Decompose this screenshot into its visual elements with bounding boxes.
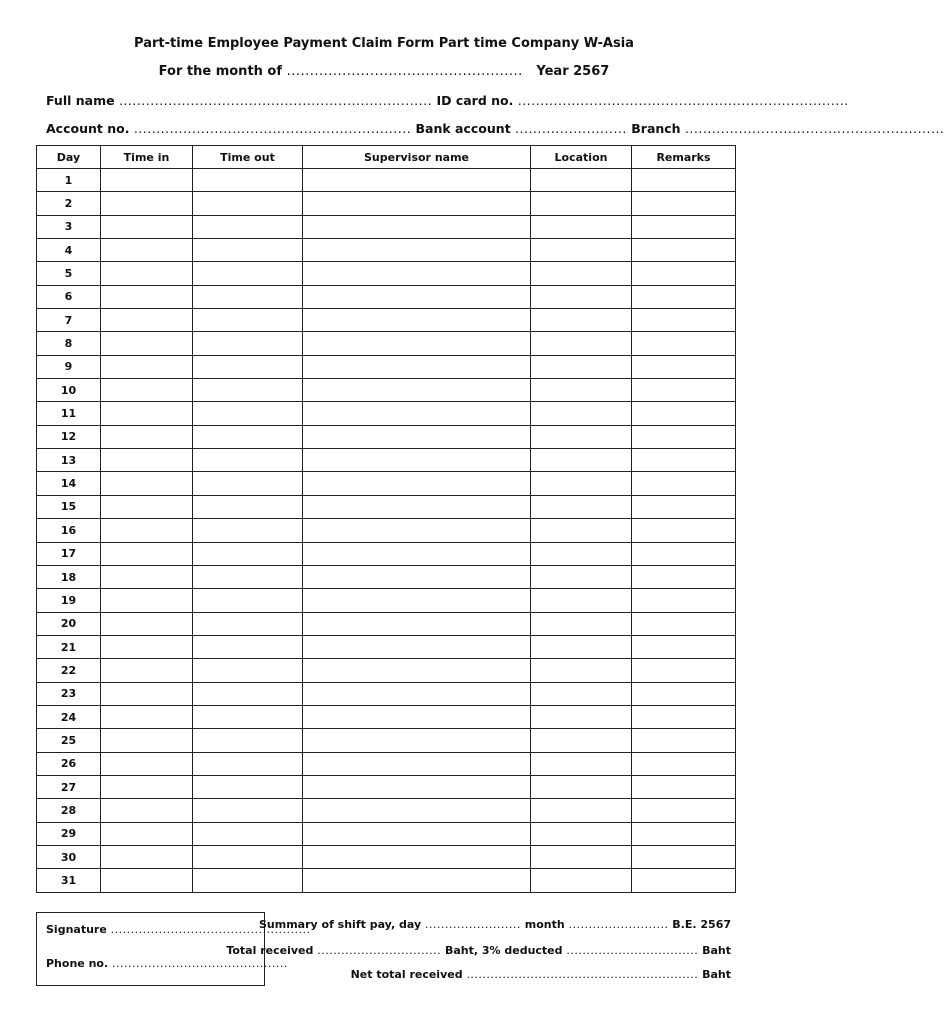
time-in-cell[interactable] [101,169,193,192]
time-out-cell[interactable] [193,402,303,425]
supervisor-cell[interactable] [303,169,531,192]
day-number-cell: 5 [37,262,101,285]
supervisor-cell[interactable] [303,215,531,238]
summary-line-date [259,918,731,931]
location-cell[interactable] [531,799,632,822]
summary-year-label: B.E. 2567 [672,918,731,931]
table-row [37,542,736,565]
branch-label: Branch [631,121,681,136]
location-cell[interactable] [531,379,632,402]
time-out-cell[interactable] [193,612,303,635]
total-received-label: Total received [226,944,314,957]
summary-line-net [351,968,731,981]
time-out-cell[interactable] [193,542,303,565]
time-out-cell[interactable] [193,285,303,308]
summary-month-blank[interactable]: ......................... [568,918,669,931]
time-out-cell[interactable] [193,845,303,868]
time-in-cell[interactable] [101,869,193,892]
location-cell[interactable] [531,845,632,868]
time-out-cell[interactable] [193,682,303,705]
time-in-cell[interactable] [101,799,193,822]
remarks-cell[interactable] [632,775,736,798]
time-out-cell[interactable] [193,752,303,775]
attendance-rows [37,169,736,893]
day-number-cell: 17 [37,542,101,565]
remarks-cell[interactable] [632,705,736,728]
signature-blank[interactable]: .................................................. [110,923,311,936]
location-cell[interactable] [531,472,632,495]
column-header-time-in: Time in [101,146,193,169]
table-row [37,869,736,892]
supervisor-cell[interactable] [303,822,531,845]
supervisor-cell[interactable] [303,519,531,542]
time-out-cell[interactable] [193,775,303,798]
time-out-cell[interactable] [193,239,303,262]
table-row [37,262,736,285]
location-cell[interactable] [531,239,632,262]
summary-day-blank[interactable]: ........................ [424,918,521,931]
supervisor-cell[interactable] [303,309,531,332]
time-in-cell[interactable] [101,589,193,612]
remarks-cell[interactable] [632,472,736,495]
location-cell[interactable] [531,752,632,775]
day-number-cell: 6 [37,285,101,308]
id-label: ID card no. [436,93,514,108]
time-in-cell[interactable] [101,472,193,495]
location-cell[interactable] [531,332,632,355]
supervisor-cell[interactable] [303,239,531,262]
day-number-cell: 26 [37,752,101,775]
remarks-cell[interactable] [632,215,736,238]
remarks-cell[interactable] [632,565,736,588]
supervisor-cell[interactable] [303,752,531,775]
location-cell[interactable] [531,635,632,658]
time-in-cell[interactable] [101,565,193,588]
day-number-cell: 7 [37,309,101,332]
time-in-cell[interactable] [101,775,193,798]
location-cell[interactable] [531,682,632,705]
table-row [37,402,736,425]
time-in-cell[interactable] [101,449,193,472]
supervisor-cell[interactable] [303,285,531,308]
supervisor-cell[interactable] [303,589,531,612]
time-in-cell[interactable] [101,845,193,868]
time-out-cell[interactable] [193,379,303,402]
day-number-cell: 2 [37,192,101,215]
table-row [37,822,736,845]
time-in-cell[interactable] [101,822,193,845]
supervisor-cell[interactable] [303,705,531,728]
table-row [37,309,736,332]
net-unit-label: Baht [702,968,731,981]
remarks-cell[interactable] [632,169,736,192]
remarks-cell[interactable] [632,519,736,542]
day-number-cell: 10 [37,379,101,402]
time-in-cell[interactable] [101,752,193,775]
supervisor-cell[interactable] [303,869,531,892]
day-number-cell: 19 [37,589,101,612]
table-row [37,192,736,215]
location-cell[interactable] [531,169,632,192]
remarks-cell[interactable] [632,635,736,658]
table-row [37,472,736,495]
table-header-row [37,146,736,169]
remarks-cell[interactable] [632,612,736,635]
supervisor-cell[interactable] [303,565,531,588]
day-number-cell: 28 [37,799,101,822]
day-number-cell: 13 [37,449,101,472]
deduction-label: Baht, 3% deducted [444,944,563,957]
time-out-cell[interactable] [193,659,303,682]
day-number-cell: 25 [37,729,101,752]
time-out-cell[interactable] [193,309,303,332]
form-title: Part-time Employee Payment Claim Form Part time Company W-Asia [134,36,634,51]
table-row [37,635,736,658]
summary-month-label: month [524,918,565,931]
time-in-cell[interactable] [101,495,193,518]
time-out-cell[interactable] [193,355,303,378]
location-cell[interactable] [531,495,632,518]
supervisor-cell[interactable] [303,192,531,215]
time-out-cell[interactable] [193,332,303,355]
remarks-cell[interactable] [632,332,736,355]
net-total-blank[interactable]: .......................................................... [466,968,699,981]
time-out-cell[interactable] [193,495,303,518]
location-cell[interactable] [531,705,632,728]
location-cell[interactable] [531,425,632,448]
table-row [37,799,736,822]
day-number-cell: 20 [37,612,101,635]
supervisor-cell[interactable] [303,729,531,752]
remarks-cell[interactable] [632,379,736,402]
table-row [37,845,736,868]
day-number-cell: 12 [37,425,101,448]
day-number-cell: 31 [37,869,101,892]
remarks-cell[interactable] [632,262,736,285]
table-row [37,449,736,472]
total-received-blank[interactable]: ............................... [317,944,442,957]
table-row [37,239,736,262]
location-cell[interactable] [531,262,632,285]
time-out-cell[interactable] [193,729,303,752]
time-in-cell[interactable] [101,309,193,332]
signature-label: Signature [46,923,107,936]
remarks-cell[interactable] [632,425,736,448]
phone-label: Phone no. [46,957,109,970]
remarks-cell[interactable] [632,449,736,472]
remarks-cell[interactable] [632,309,736,332]
day-number-cell: 30 [37,845,101,868]
table-row [37,565,736,588]
remarks-cell[interactable] [632,355,736,378]
time-out-cell[interactable] [193,425,303,448]
location-cell[interactable] [531,542,632,565]
supervisor-cell[interactable] [303,775,531,798]
summary-date-label: Summary of shift pay, day [258,918,422,931]
table-row [37,659,736,682]
supervisor-cell[interactable] [303,449,531,472]
id-blank[interactable]: .......................................................................... [517,93,849,108]
time-out-cell[interactable] [193,169,303,192]
supervisor-cell[interactable] [303,542,531,565]
time-in-cell[interactable] [101,612,193,635]
day-number-cell: 22 [37,659,101,682]
remarks-cell[interactable] [632,822,736,845]
table-row [37,612,736,635]
remarks-cell[interactable] [632,495,736,518]
account-label: Account no. [46,121,130,136]
column-header-time-out: Time out [193,146,303,169]
period-month-blank[interactable]: ................................................... [286,64,523,79]
time-in-cell[interactable] [101,659,193,682]
location-cell[interactable] [531,192,632,215]
day-number-cell: 3 [37,215,101,238]
supervisor-cell[interactable] [303,355,531,378]
location-cell[interactable] [531,519,632,542]
remarks-cell[interactable] [632,192,736,215]
table-row [37,682,736,705]
location-cell[interactable] [531,402,632,425]
time-in-cell[interactable] [101,402,193,425]
table-row [37,215,736,238]
net-total-label: Net total received [350,968,463,981]
period-label: For the month of [158,64,283,79]
table-row [37,589,736,612]
remarks-cell[interactable] [632,752,736,775]
table-row [37,355,736,378]
phone-blank[interactable]: ............................................ [111,957,288,970]
account-blank[interactable]: .............................................................. [133,121,412,136]
time-in-cell[interactable] [101,635,193,658]
time-in-cell[interactable] [101,379,193,402]
day-number-cell: 4 [37,239,101,262]
time-out-cell[interactable] [193,635,303,658]
table-row [37,775,736,798]
table-row [37,332,736,355]
time-out-cell[interactable] [193,472,303,495]
time-in-cell[interactable] [101,682,193,705]
supervisor-cell[interactable] [303,845,531,868]
time-in-cell[interactable] [101,705,193,728]
remarks-cell[interactable] [632,402,736,425]
attendance-table [36,145,736,893]
supervisor-cell[interactable] [303,635,531,658]
time-in-cell[interactable] [101,332,193,355]
supervisor-cell[interactable] [303,495,531,518]
time-in-cell[interactable] [101,542,193,565]
day-number-cell: 27 [37,775,101,798]
location-cell[interactable] [531,729,632,752]
deduction-blank[interactable]: ................................. [566,944,699,957]
location-cell[interactable] [531,822,632,845]
table-row [37,495,736,518]
time-out-cell[interactable] [193,449,303,472]
remarks-cell[interactable] [632,239,736,262]
remarks-cell[interactable] [632,542,736,565]
remarks-cell[interactable] [632,845,736,868]
time-out-cell[interactable] [193,262,303,285]
time-in-cell[interactable] [101,425,193,448]
branch-blank[interactable]: .......................................................... [684,121,944,136]
day-number-cell: 14 [37,472,101,495]
time-out-cell[interactable] [193,565,303,588]
bank-blank[interactable]: ......................... [515,121,627,136]
remarks-cell[interactable] [632,682,736,705]
column-header-remarks: Remarks [632,146,736,169]
location-cell[interactable] [531,659,632,682]
name-blank[interactable]: ...................................................................... [118,93,433,108]
time-in-cell[interactable] [101,239,193,262]
column-header-location: Location [531,146,632,169]
bank-line [46,121,944,136]
supervisor-cell[interactable] [303,425,531,448]
total-unit-label: Baht [702,944,731,957]
table-row [37,705,736,728]
time-in-cell[interactable] [101,729,193,752]
location-cell[interactable] [531,565,632,588]
location-cell[interactable] [531,589,632,612]
remarks-cell[interactable] [632,589,736,612]
day-number-cell: 24 [37,705,101,728]
table-row [37,425,736,448]
supervisor-cell[interactable] [303,799,531,822]
remarks-cell[interactable] [632,869,736,892]
table-row [37,169,736,192]
time-out-cell[interactable] [193,519,303,542]
time-out-cell[interactable] [193,705,303,728]
table-row [37,729,736,752]
day-number-cell: 11 [37,402,101,425]
phone-line [46,957,288,970]
time-out-cell[interactable] [193,192,303,215]
supervisor-cell[interactable] [303,659,531,682]
supervisor-cell[interactable] [303,472,531,495]
form-period [0,64,768,79]
day-number-cell: 18 [37,565,101,588]
day-number-cell: 16 [37,519,101,542]
time-out-cell[interactable] [193,589,303,612]
location-cell[interactable] [531,285,632,308]
location-cell[interactable] [531,449,632,472]
table-row [37,379,736,402]
supervisor-cell[interactable] [303,379,531,402]
location-cell[interactable] [531,355,632,378]
name-label: Full name [46,93,115,108]
time-out-cell[interactable] [193,869,303,892]
day-number-cell: 8 [37,332,101,355]
time-in-cell[interactable] [101,355,193,378]
time-in-cell[interactable] [101,262,193,285]
day-number-cell: 9 [37,355,101,378]
day-number-cell: 21 [37,635,101,658]
table-row [37,519,736,542]
supervisor-cell[interactable] [303,682,531,705]
table-row [37,752,736,775]
time-in-cell[interactable] [101,215,193,238]
day-number-cell: 29 [37,822,101,845]
bank-label: Bank account [415,121,511,136]
day-number-cell: 15 [37,495,101,518]
remarks-cell[interactable] [632,729,736,752]
supervisor-cell[interactable] [303,612,531,635]
remarks-cell[interactable] [632,285,736,308]
supervisor-cell[interactable] [303,332,531,355]
column-header-day: Day [37,146,101,169]
time-in-cell[interactable] [101,285,193,308]
remarks-cell[interactable] [632,799,736,822]
period-year: Year 2567 [536,64,610,79]
day-number-cell: 1 [37,169,101,192]
summary-line-total [226,944,731,957]
name-id-line [46,93,849,108]
supervisor-cell[interactable] [303,402,531,425]
location-cell[interactable] [531,309,632,332]
remarks-cell[interactable] [632,659,736,682]
location-cell[interactable] [531,612,632,635]
column-header-supervisor: Supervisor name [303,146,531,169]
location-cell[interactable] [531,869,632,892]
time-in-cell[interactable] [101,519,193,542]
time-out-cell[interactable] [193,799,303,822]
time-in-cell[interactable] [101,192,193,215]
location-cell[interactable] [531,775,632,798]
location-cell[interactable] [531,215,632,238]
day-number-cell: 23 [37,682,101,705]
supervisor-cell[interactable] [303,262,531,285]
time-out-cell[interactable] [193,822,303,845]
time-out-cell[interactable] [193,215,303,238]
table-row [37,285,736,308]
